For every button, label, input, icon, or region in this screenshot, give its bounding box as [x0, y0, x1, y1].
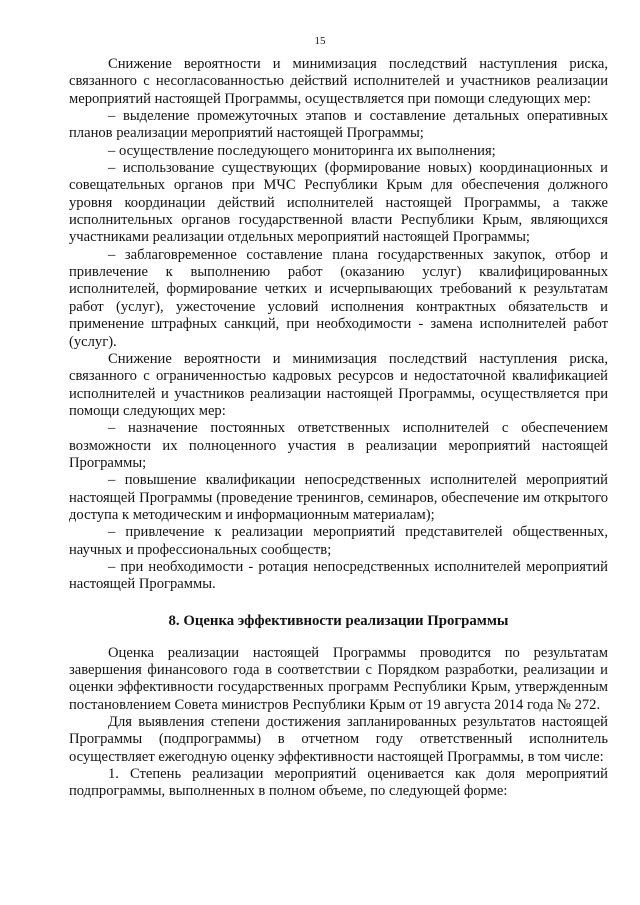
list-item-intermediate-stages: – выделение промежуточных этапов и составление детальных оперативных планов реализации мероприятий настоящей Программы;: [69, 108, 608, 142]
paragraph-evaluation-procedure: Оценка реализации настоящей Программы проводится по результатам завершения финансового года в соответствии с Порядком разработки, реализации и оценки эффективности государственных программ Республики Крым, утвержденным постановлением Совета министров Республики Крым от 19 августа 2014 года № 272.: [69, 644, 608, 713]
list-item-monitoring: – осуществление последующего мониторинга их выполнения;: [108, 142, 496, 159]
paragraph-annual-assessment: Для выявления степени достижения запланированных результатов настоящей Программы (подпрограммы) в отчетном году ответственный исполнитель осуществляет ежегодную оценку эффективности настоящей Программы, в том числе:: [69, 714, 608, 765]
paragraph-risk-staffing-intro: Снижение вероятности и минимизация последствий наступления риска, связанного с ограниченностью кадровых ресурсов и недостаточной квалификацией исполнителей и участников реализации настоящей Программы, осуществляется при помощи следующих мер:: [69, 350, 608, 419]
list-item-responsible-executors: – назначение постоянных ответственных исполнителей с обеспечением возможности их полноценного участия в реализации мероприятий настоящей Программы;: [69, 420, 608, 471]
paragraph-risk-coordination-intro: Снижение вероятности и минимизация последствий наступления риска, связанного с несогласованностью действий исполнителей и участников реализации мероприятий настоящей Программы, осуществляется при помощи следующих мер:: [69, 56, 608, 107]
page-body: [69, 56, 608, 801]
list-item-community-involvement: – привлечение к реализации мероприятий представителей общественных, научных и профессиональных сообществ;: [69, 524, 608, 558]
list-item-executor-rotation: – при необходимости - ротация непосредственных исполнителей мероприятий настоящей Программы.: [69, 558, 608, 593]
page-number: 15: [314, 35, 326, 47]
list-item-procurement-planning: – заблаговременное составление плана государственных закупок, отбор и привлечение к выполнению работ (оказанию услуг) квалифицированных исполнителей, формирование четких и исчерпывающих требований к результатам работ (услуг), ужесточение условий исполнения контрактных обязательств и применение штрафных санкций, при необходимости - замена исполнителей работ (услуг).: [69, 246, 608, 350]
list-item-coordination-bodies: – использование существующих (формирование новых) координационных и совещательных органов при МЧС Республики Крым для обеспечения должного уровня координации действий исполнителей настоящей Программы, а также исполнительных органов государственной власти Республики Крым, являющихся участниками реализации отдельных мероприятий настоящей Программы;: [69, 160, 608, 246]
paragraph-implementation-degree: 1. Степень реализации мероприятий оценивается как доля мероприятий подпрограммы, выполненных в полном объеме, по следующей форме:: [69, 766, 608, 800]
list-item-qualification-improvement: – повышение квалификации непосредственных исполнителей мероприятий настоящей Программы (проведение тренингов, семинаров, обеспечение им открытого доступа к методическим и информационным материалам);: [69, 472, 608, 523]
section-heading: 8. Оценка эффективности реализации Программы: [168, 612, 509, 629]
